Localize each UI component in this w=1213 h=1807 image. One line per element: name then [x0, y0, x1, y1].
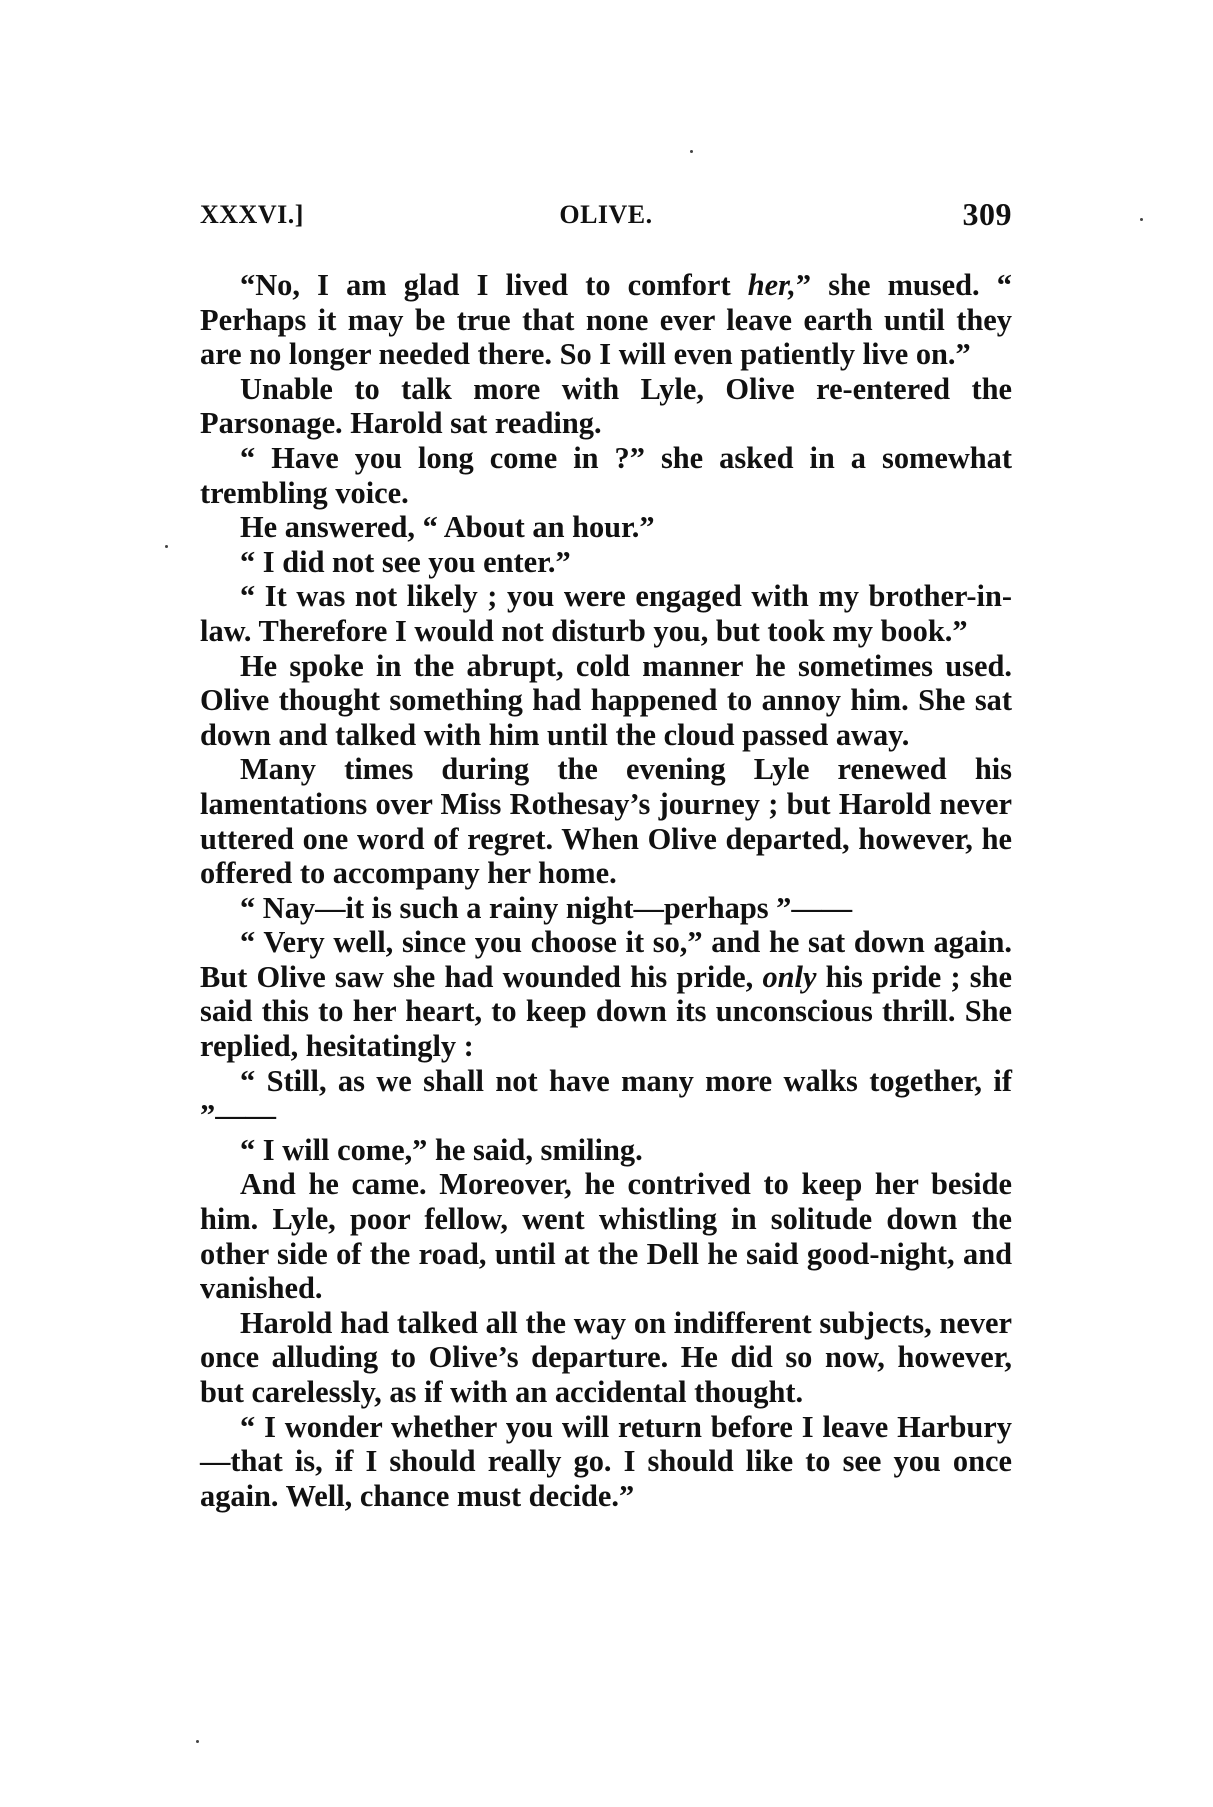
text-segment: ” she mused. “ Perhaps it may be true that none ever leave earth until they are no longer needed there. So I will even patiently live on.”: [200, 268, 1012, 372]
paragraph: [200, 545, 1012, 580]
text-segment: “ I did not see you enter.”: [240, 544, 571, 579]
paragraph: [200, 925, 1012, 1063]
text-segment: Harold had talked all the way on indifferent subjects, never once alluding to Olive’s departure. He did so now, however, but carelessly, as if with an accidental thought.: [200, 1305, 1012, 1409]
text-segment: “ I will come,” he said, smiling.: [240, 1132, 643, 1167]
scan-speck: [1140, 218, 1143, 221]
paragraph: [200, 1306, 1012, 1410]
paragraph: [200, 372, 1012, 441]
paragraph: [200, 1133, 1012, 1168]
text-segment: “ Very well, since you choose it so,” and he sat down again. But Olive saw she had wounded his pride,: [200, 925, 1012, 994]
text-segment: his pride ; she said this to her heart, to keep down its unconscious thrill. She replied, hesitatingly :: [200, 959, 1012, 1064]
text-segment: And he came. Moreover, he contrived to keep her beside him. Lyle, poor fellow, went whistling in solitude down the other side of the road, until at the Dell he said good-night, and vanished.: [200, 1167, 1012, 1306]
text-segment: “ Still, as we shall not have many more walks together, if ”——: [200, 1063, 1012, 1133]
text-segment: “ It was not likely ; you were engaged with my brother-in-law. Therefore I would not disturb you, but took my book.”: [200, 579, 1012, 648]
text-segment: He spoke in the abrupt, cold manner he sometimes used. Olive thought something had happened to annoy him. She sat down and talked with him until the cloud passed away.: [200, 648, 1012, 752]
scan-speck: [690, 150, 693, 153]
text-segment: “ Nay—it is such a rainy night—perhaps ”——: [240, 890, 853, 925]
body-text: [200, 268, 1012, 1513]
paragraph: [200, 752, 1012, 890]
italic-text: only: [762, 959, 817, 994]
page-number: 309: [962, 196, 1012, 232]
text-segment: “No, I am glad I lived to comfort: [240, 268, 748, 302]
paragraph: [200, 891, 1012, 926]
paragraph: [200, 441, 1012, 510]
paragraph: [200, 649, 1012, 753]
paragraph: [200, 268, 1012, 372]
text-segment: “ I wonder whether you will return before I leave Harbury—that is, if I should really go. I should like to see you once again. Well, chance must decide.”: [200, 1409, 1012, 1513]
book-page: [200, 196, 1012, 1700]
paragraph: [200, 1167, 1012, 1305]
text-segment: Unable to talk more with Lyle, Olive re-entered the Parsonage. Harold sat reading.: [200, 371, 1012, 441]
paragraph: [200, 1410, 1012, 1514]
paragraph: [200, 579, 1012, 648]
running-title: OLIVE.: [559, 200, 653, 229]
scan-speck: [196, 1740, 199, 1743]
text-segment: He answered, “ About an hour.”: [240, 510, 655, 545]
italic-text: her,: [747, 268, 796, 302]
text-segment: “ Have you long come in ?” she asked in a somewhat trembling voice.: [200, 440, 1012, 510]
paragraph: [200, 1064, 1012, 1133]
paragraph: [200, 510, 1012, 545]
running-head: [200, 196, 1012, 244]
text-segment: Many times during the evening Lyle renewed his lamentations over Miss Rothesay’s journey ; but Harold never uttered one word of regret. When Olive departed, however, he offered to accompany her home.: [200, 752, 1012, 891]
chapter-number: XXXVI.]: [200, 200, 304, 229]
scan-speck: [165, 545, 168, 548]
